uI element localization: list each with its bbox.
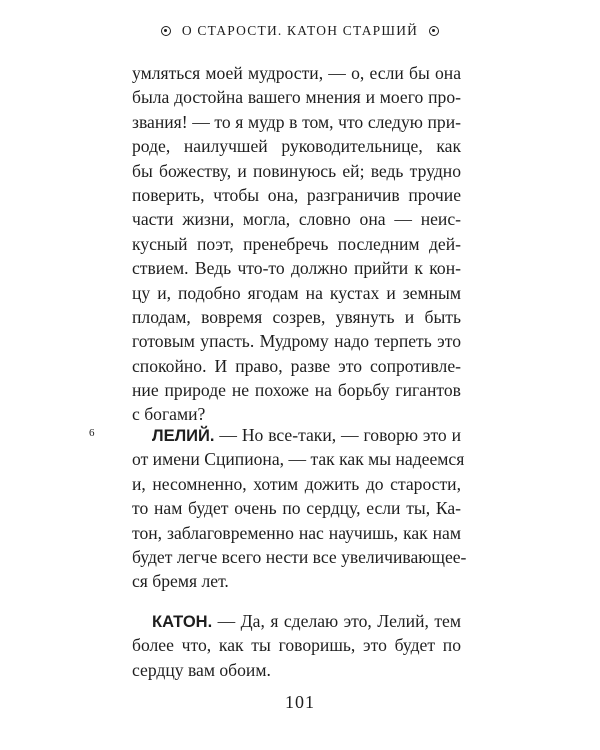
ornament-icon — [161, 26, 171, 36]
text-line — [132, 423, 461, 447]
text-line: цу и, подобно ягодам на кустах и земным — [132, 282, 461, 303]
text-line: кусный поэт, пренебречь последним дей- — [132, 233, 461, 254]
text-line: будет легче всего нести все увеличивающее- — [132, 546, 467, 567]
speaker-name: КАТОН. — [152, 613, 213, 631]
text-line: готовым упасть. Мудрому надо терпеть это — [132, 331, 461, 352]
text-line: сердцу вам обоим. — [132, 659, 271, 680]
text-line: звания! — то я мудр в том, что следую при- — [132, 111, 461, 132]
text-line: умляться моей мудрости, — о, если бы она — [132, 63, 461, 83]
text-line: ние природе не похоже на борьбу гигантов — [132, 380, 461, 401]
text-line: более что, как ты говоришь, это будет по — [132, 635, 461, 656]
text-line — [132, 609, 461, 633]
text-line: с богами? — [132, 404, 206, 425]
text-line: ствием. Ведь что-то должно прийти к кон- — [132, 258, 461, 279]
text-line: была достойна вашего мнения и моего про- — [132, 87, 461, 108]
text-line: поверить, чтобы она, разграничив прочие — [132, 184, 461, 205]
section-marker: 6 — [89, 427, 95, 439]
running-head — [0, 22, 600, 40]
text-line: ся бремя лет. — [132, 571, 229, 592]
text-line: бы божеству, и повинуюсь ей; ведь трудно — [132, 160, 461, 181]
paragraph-1 — [132, 61, 461, 427]
speaker-name: ЛЕЛИЙ. — [152, 427, 215, 445]
text-line: части жизни, могла, словно она — неис- — [132, 209, 461, 230]
ornament-icon — [429, 26, 439, 36]
speech-start: — Да, я сделаю это, Лелий, тем — [212, 611, 461, 631]
text-line: плодам, вовремя созрев, увянуть и быть — [132, 306, 461, 327]
text-line: от имени Сципиона, — так как мы надеемся — [132, 449, 465, 470]
text-line: роде, наилучшей руководительнице, как — [132, 136, 461, 157]
text-line: то нам будет очень по сердцу, если ты, Ка- — [132, 498, 461, 519]
text-line: и, несомненно, хотим дожить до старости, — [132, 473, 461, 494]
paragraph-2 — [132, 423, 467, 594]
speech-start: — Но все-таки, — говорю это и — [214, 425, 461, 445]
paragraph-3 — [132, 609, 461, 682]
text-line: спокойно. И право, разве это сопротивле- — [132, 355, 461, 376]
text-line: тон, заблаговременно нас научишь, как нам — [132, 522, 461, 543]
running-head-title: О СТАРОСТИ. КАТОН СТАРШИЙ — [181, 23, 419, 38]
page-number: 101 — [285, 692, 315, 712]
